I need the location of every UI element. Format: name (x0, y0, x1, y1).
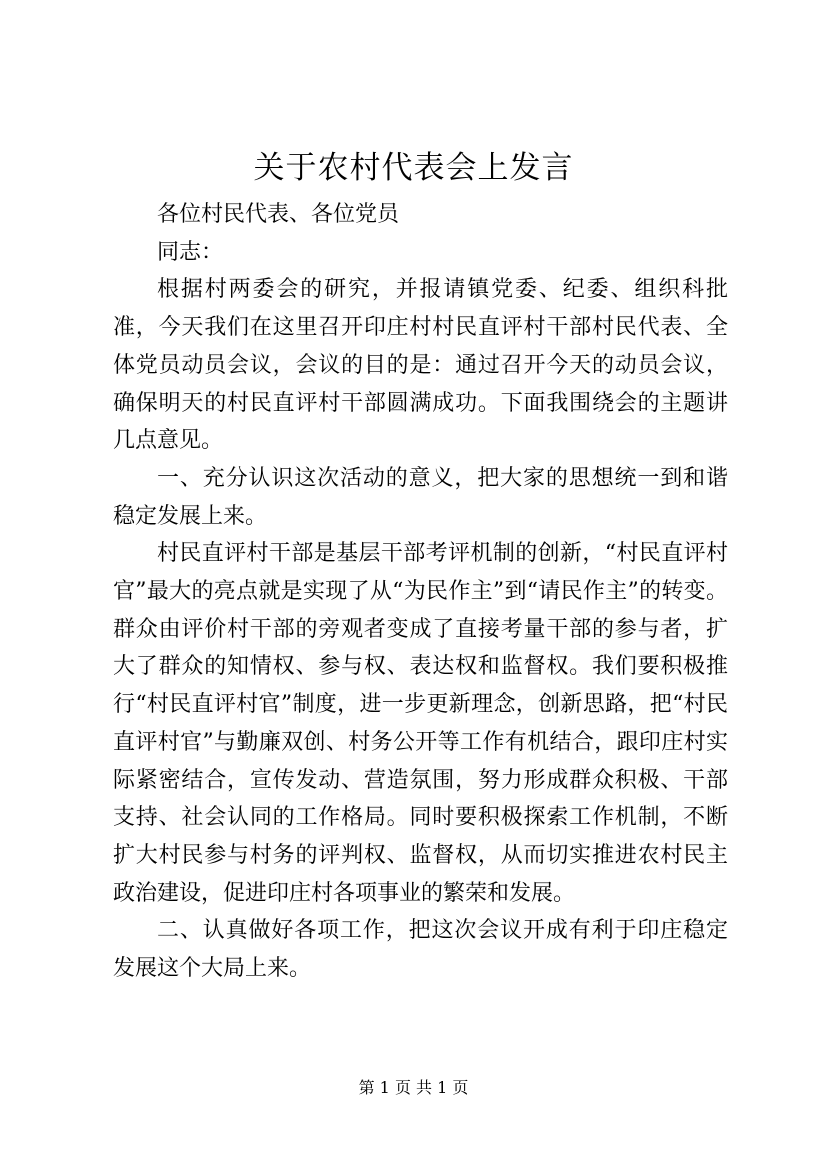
paragraph-section-two-heading: 二、认真做好各项工作，把这次会议开成有利于印庄稳定发展这个大局上来。 (113, 918, 728, 982)
greeting: 同志： (157, 239, 224, 265)
paragraph-section-one-body: 村民直评村干部是基层干部考评机制的创新，“村民直评村官”最大的亮点就是实现了从“为民作主”到“请民作主”的转变。群众由评价村干部的旁观者变成了直接考量干部的参与者，扩大了群众的知情权、参与权、表达权和监督权。我们要积极推行“村民直评村官”制度，进一步更新理念，创新思路，把“村民直评村官”与勤廉双创、村务公开等工作有机结合，跟印庄村实际紧密结合，宣传发动、营造氛围，努力形成群众积极、干部支持、社会认同的工作格局。同时要积极探索工作机制，不断扩大村民参与村务的评判权、监督权，从而切实推进农村民主政治建设，促进印庄村各项事业的繁荣和发展。 (113, 541, 728, 906)
document-body (113, 196, 728, 988)
paragraph-section-one-heading: 一、充分认识这次活动的意义，把大家的思想统一到和谐稳定发展上来。 (113, 465, 728, 529)
paragraph-intro: 根据村两委会的研究，并报请镇党委、纪委、组织科批准，今天我们在这里召开印庄村村民直评村干部村民代表、全体党员动员会议，会议的目的是：通过召开今天的动员会议，确保明天的村民直评村干部圆满成功。下面我围绕会的主题讲几点意见。 (113, 277, 728, 454)
salutation: 各位村民代表、各位党员 (157, 202, 400, 227)
document-title: 关于农村代表会上发言 (253, 150, 574, 186)
page-footer: 第 1 页 共 1 页 (358, 1078, 469, 1097)
